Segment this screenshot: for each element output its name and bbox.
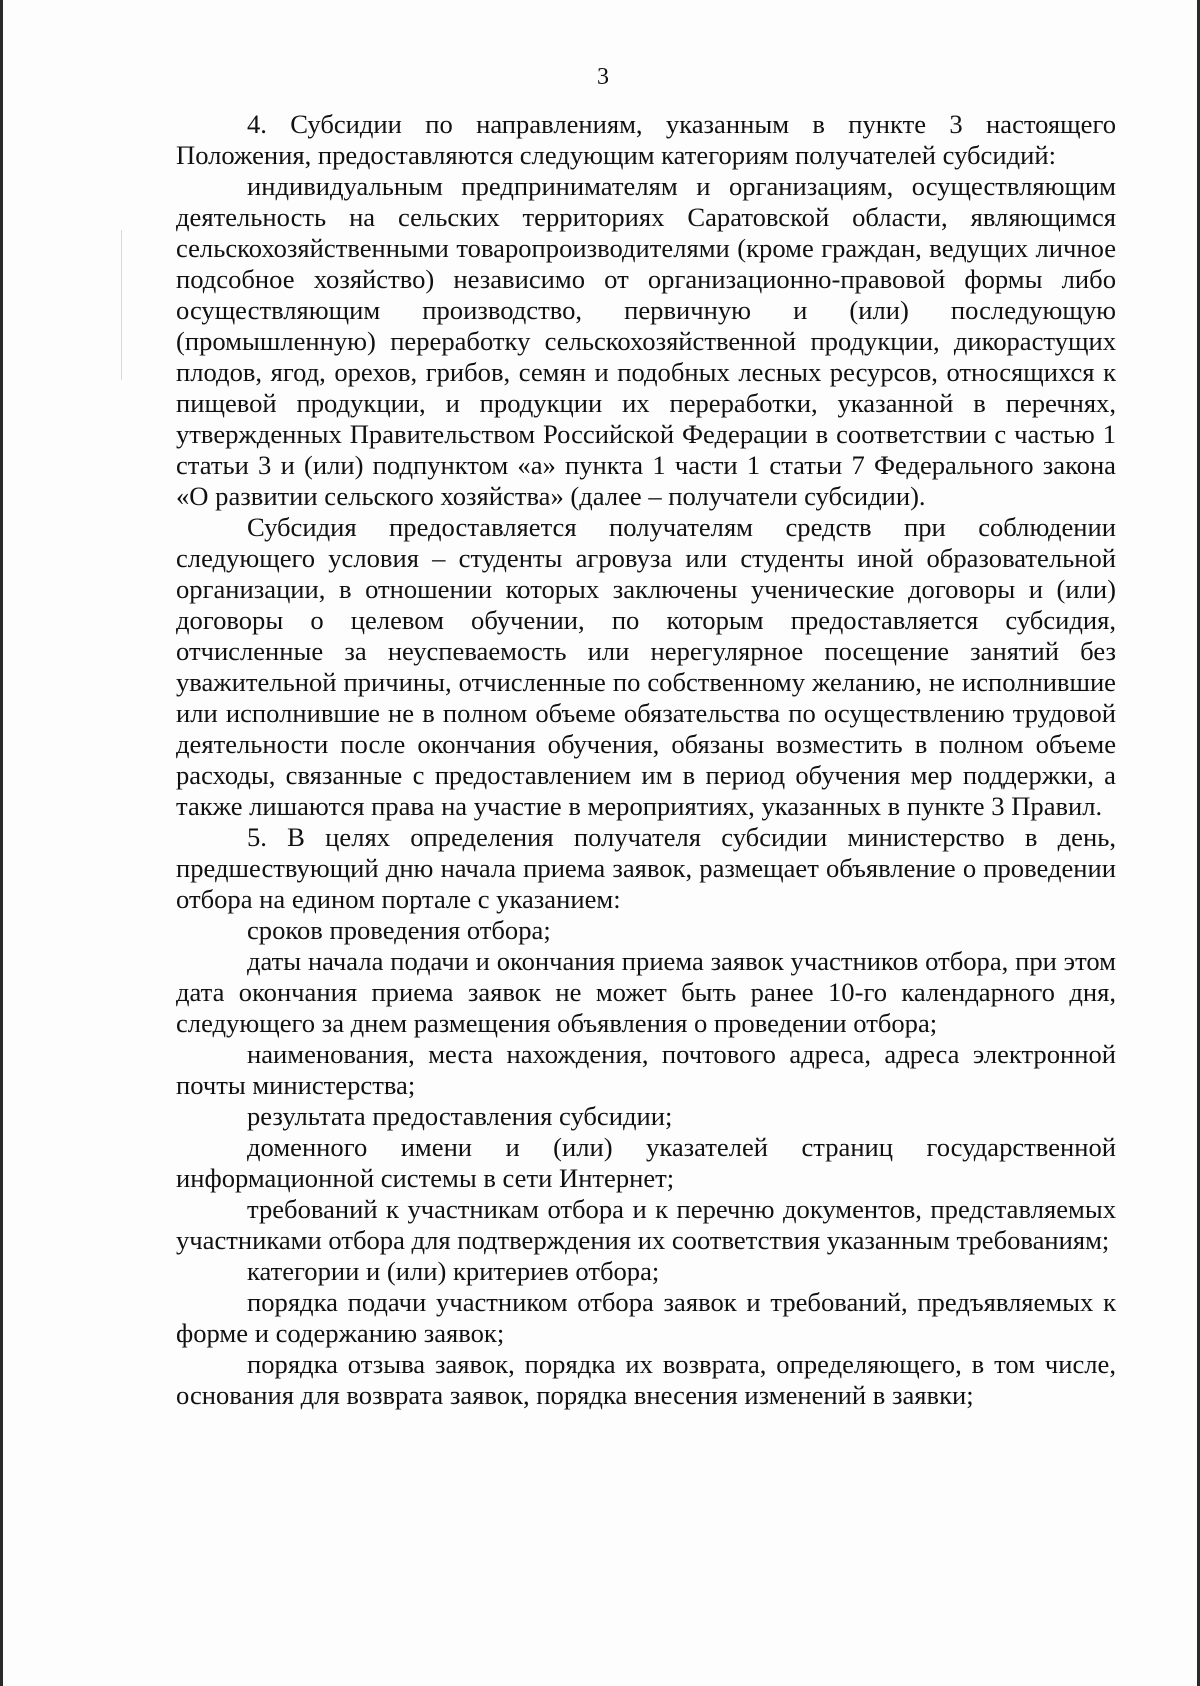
list-item-selection-criteria: категории и (или) критериев отбора; [247,1256,660,1286]
paragraph-4-intro: 4. Субсидии по направлениям, указанным в пункте 3 настоящего Положения, предоставляются следующим категориям получателей субсидий: [176,109,1116,170]
list-item-ministry-contacts: наименования, места нахождения, почтового адреса, адреса электронной почты министерства; [176,1039,1116,1100]
list-item-participant-requirements: требований к участникам отбора и к перечню документов, представляемых участниками отбора для подтверждения их соответствия указанным требованиям; [176,1194,1116,1255]
page-number: 3 [597,64,609,90]
document-body [176,109,1116,1411]
list-item-domain-name: доменного имени и (или) указателей страниц государственной информационной системы в сети Интернет; [176,1132,1116,1193]
paragraph-subsidy-condition: Субсидия предоставляется получателям средств при соблюдении следующего условия – студенты агровуза или студенты иной образовательной организации, в отношении которых заключены ученические договоры и (или) договоры о целевом обучении, по которым предоставляется субсидия, отчисленные за неуспеваемость или нерегулярное посещение занятий без уважительной причины, отчисленные по собственному желанию, не исполнившие или исполнившие не в полном объеме обязательства по осуществлению трудовой деятельности после окончания обучения, обязаны возместить в полном объеме расходы, связанные с предоставлением им в период обучения мер поддержки, а также лишаются права на участие в мероприятиях, указанных в пункте 3 Правил. [176,512,1116,821]
list-item-application-procedure: порядка подачи участником отбора заявок и требований, предъявляемых к форме и содержанию заявок; [176,1287,1116,1348]
paragraph-5-intro: 5. В целях определения получателя субсидии министерство в день, предшествующий дню начала приема заявок, размещает объявление о проведении отбора на едином портале с указанием: [176,822,1116,914]
list-item-withdrawal-procedure: порядка отзыва заявок, порядка их возврата, определяющего, в том числе, основания для возврата заявок, порядка внесения изменений в заявки; [176,1349,1116,1410]
list-item-selection-terms: сроков проведения отбора; [247,915,551,945]
list-item-application-dates: даты начала подачи и окончания приема заявок участников отбора, при этом дата окончания приема заявок не может быть ранее 10-го календарного дня, следующего за днем размещения объявления о проведении отбора; [176,946,1116,1038]
list-item-subsidy-result: результата предоставления субсидии; [247,1101,673,1131]
scan-artifact-line [121,230,122,380]
paragraph-recipients: индивидуальным предпринимателям и организациям, осуществляющим деятельность на сельских территориях Саратовской области, являющимся сельскохозяйственными товаропроизводителями (кроме граждан, ведущих личное подсобное хозяйство) независимо от организационно-правовой формы либо осуществляющим производство, первичную и (или) последующую (промышленную) переработку сельскохозяйственной продукции, дикорастущих плодов, ягод, орехов, грибов, семян и подобных лесных ресурсов, относящихся к пищевой продукции, и продукции их переработки, указанной в перечнях, утвержденных Правительством Российской Федерации в соответствии с частью 1 статьи 3 и (или) подпунктом «а» пункта 1 части 1 статьи 7 Федерального закона «О развитии сельского хозяйства» (далее – получатели субсидии). [176,171,1116,511]
